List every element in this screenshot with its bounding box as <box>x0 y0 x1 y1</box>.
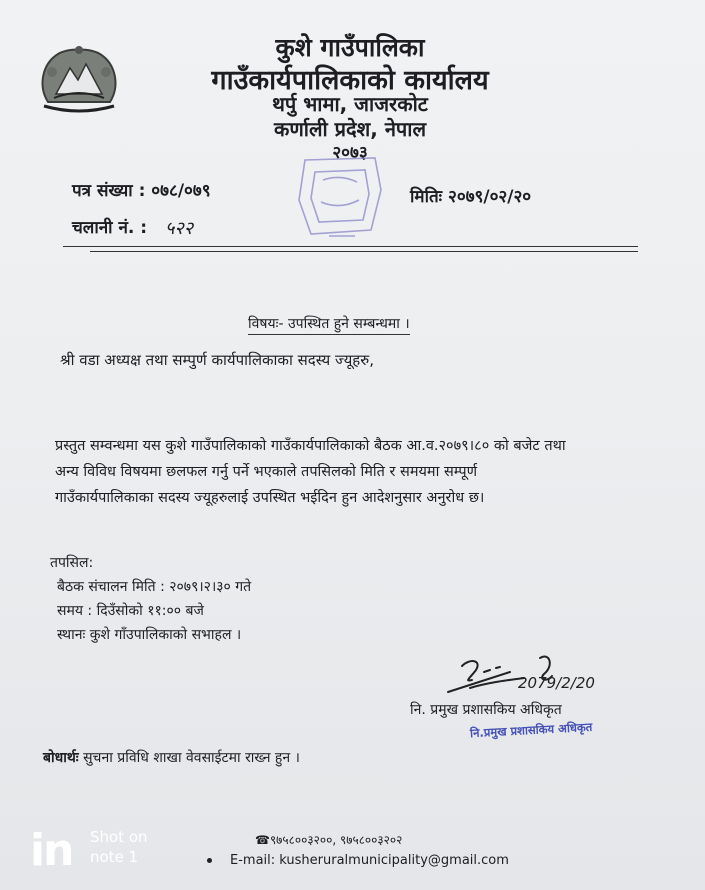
province-name: कर्णाली प्रदेश, नेपाल <box>273 117 427 141</box>
nepal-emblem-icon <box>36 42 122 114</box>
notice-label: बोधार्थः <box>43 750 79 766</box>
meeting-time: समय : दिउँसोको ११:०० बजे <box>57 603 204 619</box>
camera-watermark-line1: Shot on <box>90 828 148 846</box>
notice-text: सुचना प्रविधि शाखा वेवसाईटमा राख्न हुन । <box>78 750 300 766</box>
office-seal-stamp <box>285 150 395 250</box>
letter-number: पत्र संख्या : ०७८/०७९ <box>72 181 211 201</box>
salutation: श्री वडा अध्यक्ष तथा सम्पुर्ण कार्यपालिकाका सदस्य ज्यूहरु, <box>60 351 374 369</box>
footer-email: E-mail: kusheruralmunicipality@gmail.com <box>230 853 509 868</box>
paragraph-line: अन्य विविध विषयमा छलफल गर्नु पर्ने भएकाले तपसिलको मिति र समयमा सम्पूर्ण <box>55 464 478 480</box>
signature-date: 2079/2/20 <box>518 674 595 692</box>
notice-line <box>43 748 300 767</box>
body-paragraph <box>55 433 655 511</box>
letter-subject: विषयः- उपस्थित हुने सम्बन्धमा । <box>248 314 410 335</box>
paragraph-line: गाउँकार्यपालिकाका सदस्य ज्यूहरुलाई उपस्थित भईदिन हुन आदेशनुसार अनुरोध छ। <box>55 490 485 506</box>
office-name: गाउँकार्यपालिकाको कार्यालय <box>211 65 489 96</box>
header-divider <box>90 251 638 252</box>
letter-date: मितिः २०७९/०२/२० <box>410 187 532 207</box>
signatory-designation: नि. प्रमुख प्रशासकिय अधिकृत <box>410 702 562 718</box>
header-divider <box>63 246 638 247</box>
meeting-date: बैठक संचालन मिति : २०७९।२।३० गते <box>57 579 252 595</box>
municipality-name: कुशे गाउँपालिका <box>275 33 425 62</box>
camera-watermark-line2: note 1 <box>90 848 139 866</box>
established-year: २०७३ <box>332 143 368 163</box>
camera-watermark-logo: in <box>30 825 73 876</box>
dispatch-number-value: ५२२ <box>165 218 194 239</box>
bullet-icon <box>207 858 212 863</box>
paragraph-line: प्रस्तुत सम्वन्धमा यस कुशे गाउँपालिकाको गाउँकार्यपालिकाको बैठक आ.व.२०७९।८० को बजेट तथा <box>55 438 566 454</box>
office-address: थर्पु भामा, जाजरकोट <box>272 92 428 116</box>
details-heading: तपसिल: <box>50 555 94 571</box>
dispatch-number-label: चलानी नं. : <box>72 218 148 238</box>
footer-phone: ☎९७५८००३२००, ९७५८००३२०२ <box>255 833 403 847</box>
meeting-place: स्थानः कुशे गाँउपालिकाको सभाहल । <box>57 627 242 643</box>
designation-stamp: नि.प्रमुख प्रशासकिय अधिकृत <box>469 719 593 741</box>
